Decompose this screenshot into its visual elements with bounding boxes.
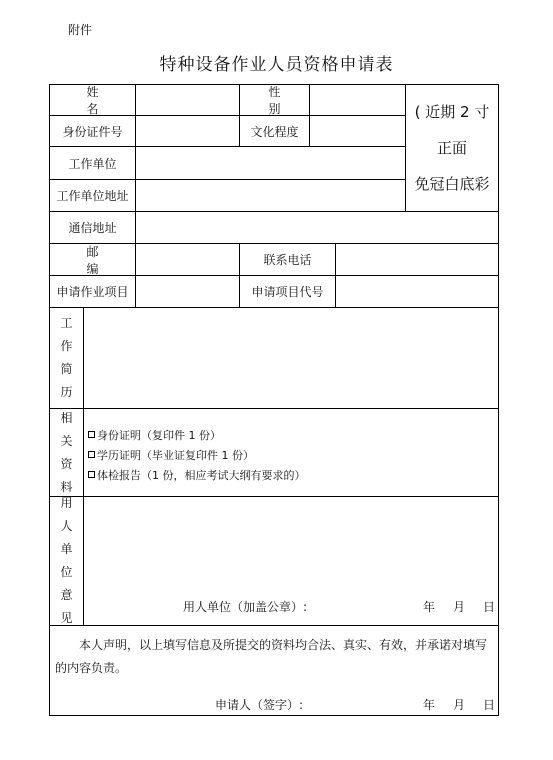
name-input-cell[interactable] [135,84,240,116]
work-history-input-cell[interactable] [83,307,499,409]
employer-char: 见 [60,611,73,625]
checkbox-icon[interactable] [88,471,95,478]
declaration-month-label: 月 [453,698,466,712]
photo-box [405,84,499,212]
checkbox-icon[interactable] [88,431,95,438]
id-number-input-cell[interactable] [135,115,240,147]
photo-line-1: ( 近期 2 寸 [414,102,490,121]
application-form [49,84,499,716]
doc-item-label: 学历证明（毕业证复印件 1 份） [97,449,254,462]
employer-year-label: 年 [423,600,436,614]
doc-item-label: 体检报告（1 份，相应考试大纲有要求的） [97,469,306,482]
postcode-input-cell[interactable] [135,243,240,276]
label-work-history [49,307,84,409]
education-input-cell[interactable] [309,115,406,147]
doc-item-id[interactable] [88,427,221,443]
doc-item-medical[interactable] [88,467,306,483]
declaration-year-label: 年 [423,698,436,712]
work-unit-address-input-cell[interactable] [135,179,406,212]
related-docs-char: 料 [60,479,73,494]
work-history-char: 作 [60,339,73,353]
photo-line-3: 免冠白底彩 [414,174,490,193]
attachment-label: 附件 [68,23,93,37]
applicant-signature-label: 申请人（签字）: [215,698,304,712]
applied-item-input-cell[interactable] [135,275,240,308]
label-employer-opinion [49,496,84,626]
mailing-address-input-cell[interactable] [135,211,499,244]
phone-input-cell[interactable] [335,243,499,276]
related-docs-char: 关 [60,433,73,448]
employer-seal-label: 用人单位（加盖公章）: [183,600,308,614]
employer-char: 人 [60,519,73,533]
label-applied-item: 申请作业项目 [49,275,136,308]
applied-item-code-input-cell[interactable] [335,275,499,308]
photo-line-2: 正面 [436,138,467,157]
checkbox-icon[interactable] [88,451,95,458]
employer-char: 位 [60,565,73,579]
work-history-char: 工 [60,316,73,330]
employer-char: 用 [60,496,73,510]
related-docs-char: 资 [60,456,73,471]
employer-month-label: 月 [453,600,466,614]
label-name: 姓名 [49,84,136,116]
doc-item-label: 身份证明（复印件 1 份） [97,429,221,442]
work-unit-input-cell[interactable] [135,146,406,180]
label-gender: 性别 [239,84,310,116]
label-work-unit: 工作单位 [49,146,136,180]
label-phone: 联系电话 [239,243,336,276]
employer-day-label: 日 [483,600,496,614]
employer-char: 意 [60,588,73,602]
label-related-docs [49,408,84,497]
label-work-unit-address: 工作单位地址 [49,179,136,212]
doc-item-education[interactable] [88,447,254,463]
employer-char: 单 [60,542,73,556]
label-id-number: 身份证件号 [49,115,136,147]
label-education: 文化程度 [239,115,310,147]
gender-input-cell[interactable] [309,84,406,116]
form-title: 特种设备作业人员资格申请表 [159,55,394,75]
label-mailing-address: 通信地址 [49,211,136,244]
label-applied-item-code: 申请项目代号 [239,275,336,308]
declaration-day-label: 日 [483,698,496,712]
work-history-char: 简 [60,362,73,376]
declaration-text: 本人声明，以上填写信息及所提交的资料均合法、真实、有效，并承诺对填写的内容负责。 [55,638,488,675]
related-docs-char: 相 [60,410,73,425]
work-history-char: 历 [60,385,73,399]
label-postcode: 邮编 [49,243,136,276]
